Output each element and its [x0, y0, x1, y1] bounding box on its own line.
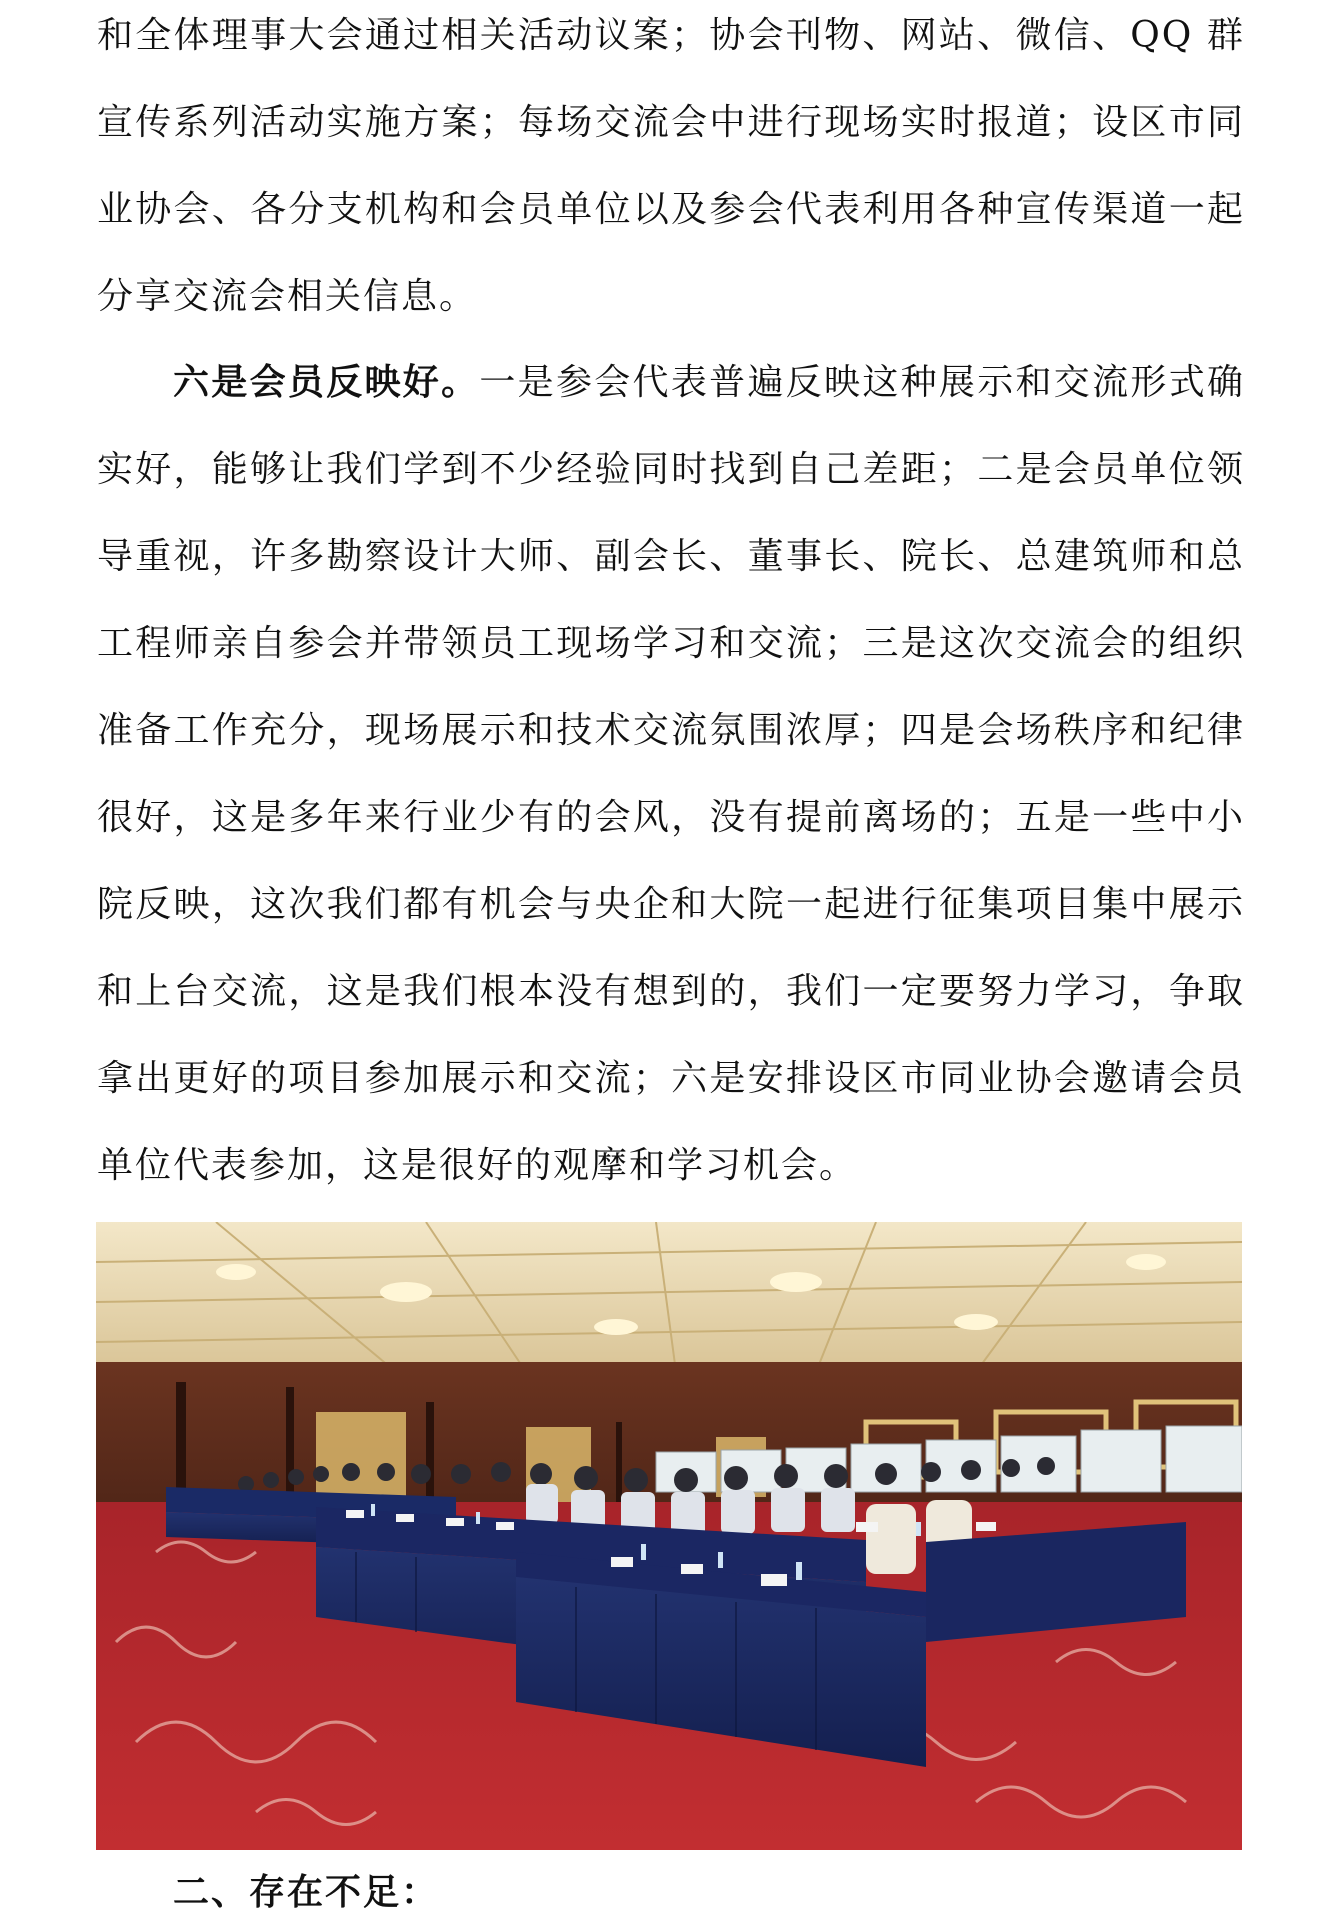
- section-heading: 二、存在不足：: [173, 1871, 440, 1913]
- paragraph-body: 一是参会代表普遍反映这种展示和交流形式确实好，能够让我们学到不少经验同时找到自己差距；二是会员单位领导重视，许多勘察设计大师、副会长、董事长、院长、总建筑师和总工程师亲自参会并带领员工现场学习和交流；三是这次交流会的组织准备工作充分，现场展示和技术交流氛围浓厚；四是会场秩序和纪律很好，这是多年来行业少有的会风，没有提前离场的；五是一些中小院反映，这次我们都有机会与央企和大院一起进行征集项目集中展示和上台交流，这是我们根本没有想到的，我们一定要努力学习，争取拿出更好的项目参加展示和交流；六是安排设区市同业协会邀请会员单位代表参加，这是很好的观摩和学习机会。: [97, 362, 1245, 1186]
- paragraph-lead: 六是会员反映好。: [173, 361, 480, 403]
- conference-hall-photo: [96, 1222, 1242, 1850]
- paragraph-publicity: 和全体理事大会通过相关活动议案；协会刊物、网站、微信、QQ 群宣传系列活动实施方案；每场交流会中进行现场实时报道；设区市同业协会、各分支机构和会员单位以及参会代表利用各种宣传渠道一起分享交流会相关信息。: [97, 15, 1245, 317]
- paragraph-member-feedback: [97, 339, 1245, 1209]
